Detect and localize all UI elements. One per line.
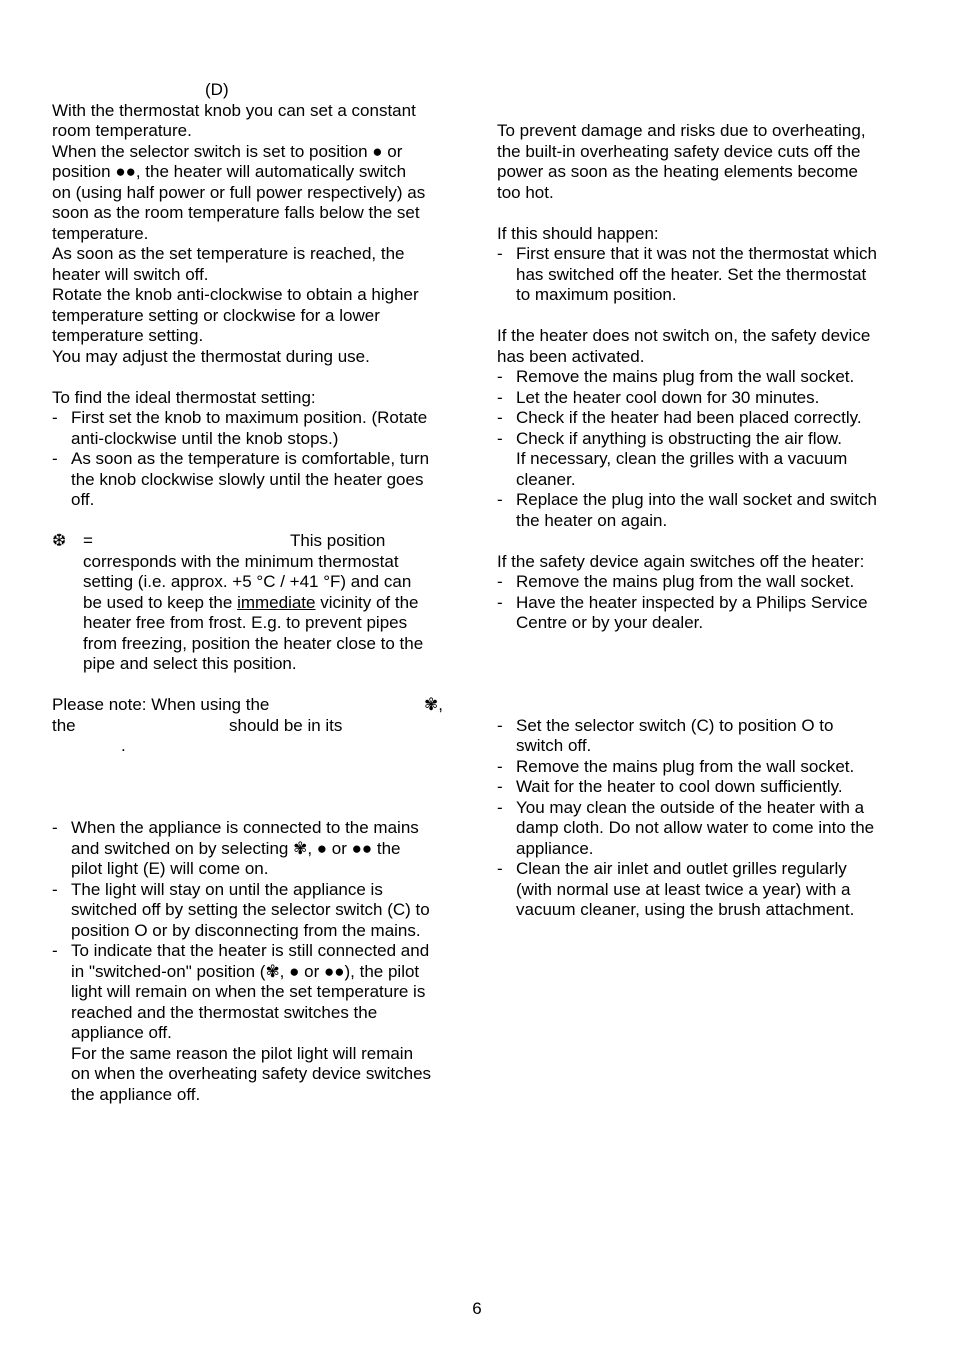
- list-item: - Wait for the heater to cool down sufficiently.: [497, 777, 843, 796]
- text-line: With the thermostat knob you can set a constant: [52, 100, 416, 120]
- list-item: - The light will stay on until the appliance is switched off by setting the selector switch (C) to position O or by disconnecting from the mains.: [52, 879, 430, 940]
- list-item: - Clean the air inlet and outlet grilles regularly (with normal use at least twice a year) with a vacuum cleaner, using the brush attachment.: [497, 859, 855, 919]
- list-item: - Remove the mains plug from the wall socket.: [497, 367, 855, 386]
- text-line: the built-in overheating safety device cuts off the: [497, 141, 861, 161]
- list-item: - First set the knob to maximum position. (Rotate anti-clockwise until the knob stops.): [52, 408, 428, 448]
- text-line: has been activated.: [497, 346, 645, 366]
- list-item: - Check if the heater had been placed correctly.: [497, 408, 862, 427]
- text-line: When the selector switch is set to position ● or: [52, 141, 403, 161]
- list-item: - Have the heater inspected by a Philips Service Centre or by your dealer.: [497, 592, 868, 632]
- ideal-setting-intro: To find the ideal thermostat setting:: [52, 387, 316, 407]
- text-line: You may adjust the thermostat during use.: [52, 346, 370, 366]
- text-line: too hot.: [497, 182, 554, 202]
- list-item: - First ensure that it was not the thermostat which has switched off the heater. Set the thermostat to maximum position.: [497, 244, 877, 304]
- list-item: - To indicate that the heater is still connected and in "switched-on" position (✾, ● or ●●), the pilot light will remain on when the set temperature is reached and the thermostat switches the appliance off. For the same reason the pilot light will remain on when the overheating safety device switches the appliance off.: [52, 941, 432, 1104]
- list-item: - Set the selector switch (C) to position O to switch off.: [497, 715, 834, 755]
- text-line: temperature setting.: [52, 326, 204, 345]
- thermostat-heading: (D): [205, 80, 229, 99]
- underlined-word: immediate: [237, 592, 316, 612]
- text-line: If the heater does not switch on, the safety device: [497, 326, 871, 345]
- fan-icon: ✾,: [424, 695, 443, 714]
- frost-protection-item: ❆ = This position corresponds with the minimum thermostat setting (i.e. approx. +5 °C / +41 °F) and can be used to keep the immediate vicinity of the heater free from frost. E.g. to prevent pipes from freezing, position the heater close to the pipe and select this position.: [52, 531, 424, 673]
- fan-note: Please note: When using the ✾, the should be in its .: [52, 695, 443, 755]
- text-line: Rotate the knob anti-clockwise to obtain a higher: [52, 285, 419, 304]
- text-line: temperature.: [52, 223, 149, 243]
- list-item: - Check if anything is obstructing the air flow. If necessary, clean the grilles with a vacuum cleaner.: [497, 428, 848, 489]
- left-column: [52, 80, 464, 1105]
- text-line: soon as the room temperature falls below the set: [52, 203, 420, 222]
- list-item: - Remove the mains plug from the wall socket.: [497, 572, 855, 591]
- text-line: To prevent damage and risks due to overheating,: [497, 121, 866, 140]
- text-line: If the safety device again switches off the heater:: [497, 551, 865, 571]
- list-item: - Let the heater cool down for 30 minutes.: [497, 387, 820, 407]
- text-line: room temperature.: [52, 121, 192, 140]
- list-item: - When the appliance is connected to the mains and switched on by selecting ✾, ● or ●● the pilot light (E) will come on.: [52, 818, 419, 878]
- thermostat-intro: [52, 101, 464, 368]
- text-line: If this should happen:: [497, 223, 659, 243]
- page-number: 6: [472, 1299, 482, 1318]
- right-column: [497, 80, 909, 921]
- list-item: - As soon as the temperature is comfortable, turn the knob clockwise slowly until the heater goes off.: [52, 449, 430, 509]
- text-line: As soon as the set temperature is reached, the: [52, 244, 405, 263]
- text-line: on (using half power or full power respectively) as: [52, 182, 426, 202]
- frost-symbol-icon: ❆: [52, 531, 67, 550]
- text-line: position ●●, the heater will automatically switch: [52, 162, 407, 181]
- text-line: heater will switch off.: [52, 264, 209, 284]
- text-line: power as soon as the heating elements become: [497, 162, 859, 181]
- list-item: - You may clean the outside of the heater with a damp cloth. Do not allow water to come into the appliance.: [497, 797, 875, 858]
- list-item: - Remove the mains plug from the wall socket.: [497, 756, 855, 776]
- list-item: - Replace the plug into the wall socket and switch the heater on again.: [497, 490, 877, 530]
- text-line: temperature setting or clockwise for a lower: [52, 305, 380, 325]
